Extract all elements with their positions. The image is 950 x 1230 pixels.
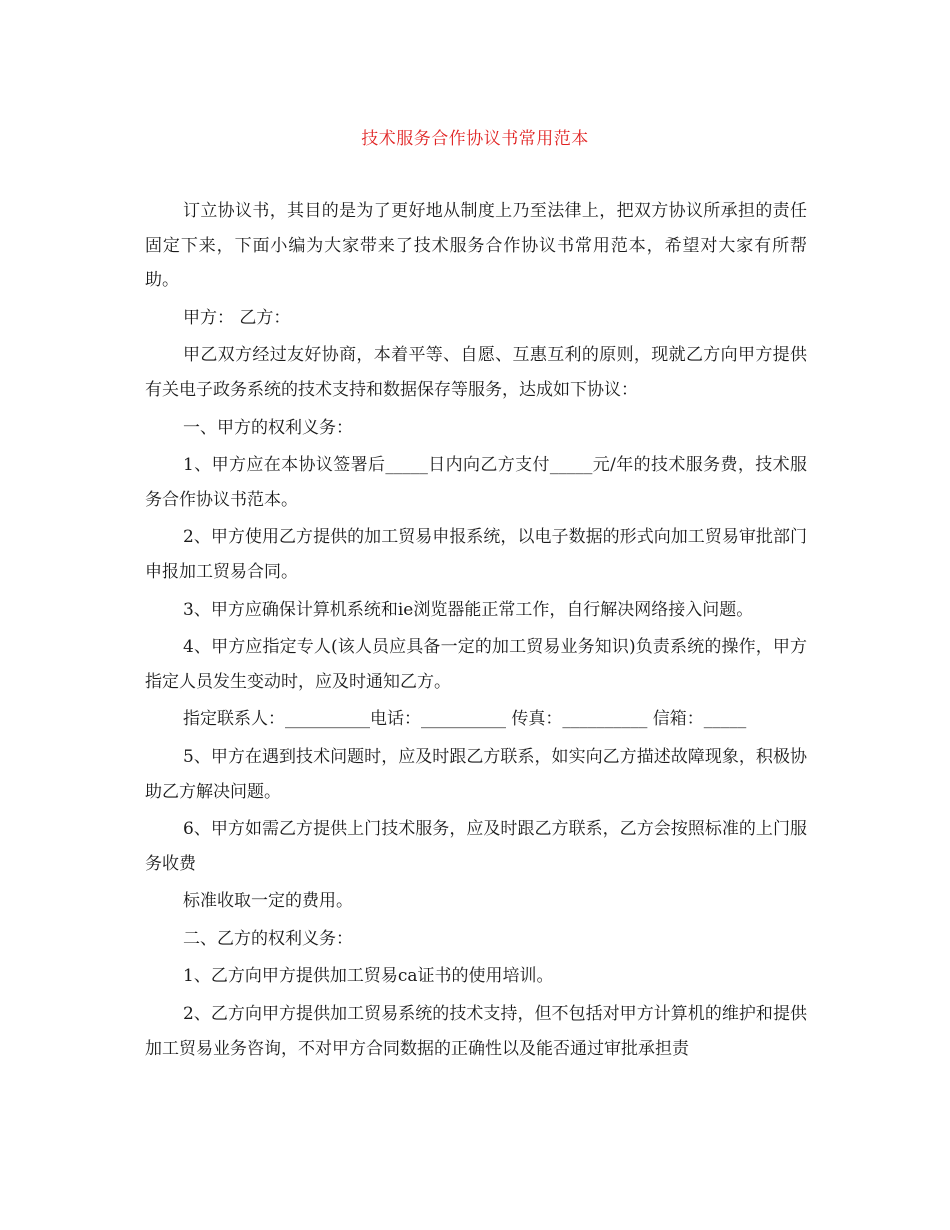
paragraph-party-a-6: 6、甲方如需乙方提供上门技术服务，应及时跟乙方联系，乙方会按照标准的上门服务收费: [145, 819, 807, 874]
paragraph-parties: 甲方： 乙方：: [183, 307, 291, 328]
paragraph-contact-fields: 指定联系人：__________电话：__________ 传真：__________ 信箱：_____: [183, 709, 747, 730]
paragraph-party-a-3: 3、甲方应确保计算机系统和ie浏览器能正常工作，自行解决网络接入问题。: [183, 599, 754, 620]
paragraph-intro: 订立协议书，其目的是为了更好地从制度上乃至法律上，把双方协议所承担的责任固定下来，下面小编为大家带来了技术服务合作协议书常用范本，希望对大家有所帮助。: [145, 201, 807, 291]
paragraph-party-a-4: 4、甲方应指定专人(该人员应具备一定的加工贸易业务知识)负责系统的操作，甲方指定人员发生变动时，应及时通知乙方。: [145, 637, 807, 692]
paragraph-party-b-2: 2、乙方向甲方提供加工贸易系统的技术支持，但不包括对甲方计算机的维护和提供加工贸易业务咨询，不对甲方合同数据的正确性以及能否通过审批承担责: [145, 1004, 807, 1059]
paragraph-party-b-1: 1、乙方向甲方提供加工贸易ca证书的使用培训。: [183, 966, 554, 987]
paragraph-party-a-1: 1、甲方应在本协议签署后_____日内向乙方支付_____元/年的技术服务费，技术服务合作协议书范本。: [145, 455, 807, 510]
document-body: [145, 194, 807, 1069]
document-title: 技术服务合作协议书常用范本: [361, 129, 589, 149]
section-heading-party-a: 一、甲方的权利义务：: [183, 417, 353, 438]
section-heading-party-b: 二、乙方的权利义务：: [183, 928, 353, 949]
paragraph-preamble: 甲乙双方经过友好协商，本着平等、自愿、互惠互利的原则，现就乙方向甲方提供有关电子政务系统的技术支持和数据保存等服务，达成如下协议：: [145, 345, 807, 400]
paragraph-party-a-2: 2、甲方使用乙方提供的加工贸易申报系统，以电子数据的形式向加工贸易审批部门申报加工贸易合同。: [145, 527, 807, 582]
paragraph-fee-standard: 标准收取一定的费用。: [183, 891, 353, 912]
paragraph-party-a-5: 5、甲方在遇到技术问题时，应及时跟乙方联系，如实向乙方描述故障现象，积极协助乙方解决问题。: [145, 746, 807, 802]
